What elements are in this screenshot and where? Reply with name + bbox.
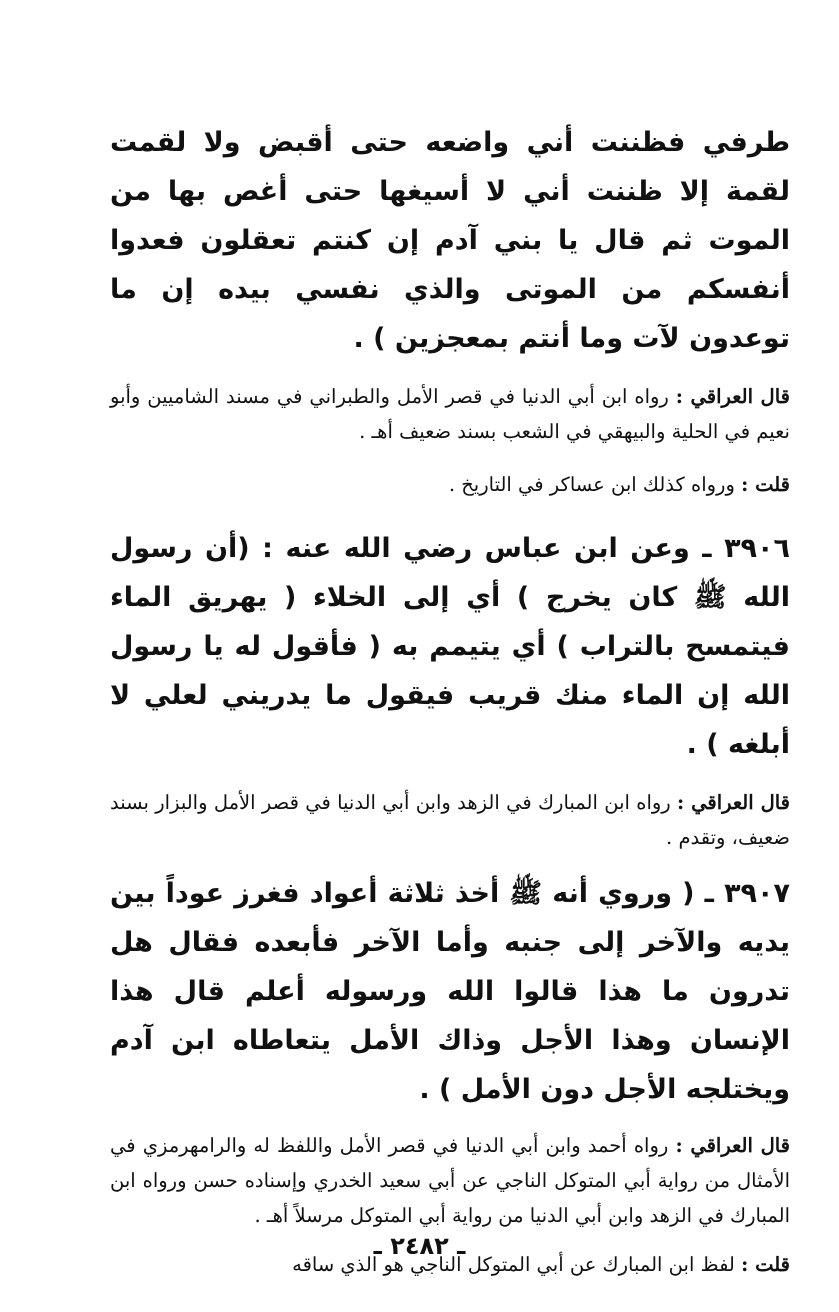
- paragraph-lead: قال العراقي :: [675, 1134, 791, 1157]
- commentary-iraqi-3: [110, 1128, 790, 1233]
- hadith-continuation: [110, 118, 790, 363]
- paragraph-text: رواه ابن أبي الدنيا في قصر الأمل والطبراني في مسند الشاميين وأبو نعيم في الحلية والبيهقي في الشعب بسند ضعيف أهـ .: [110, 385, 790, 443]
- paragraph-text: رواه ابن المبارك في الزهد وابن أبي الدنيا في قصر الأمل والبزار بسند ضعيف، وتقدم .: [110, 791, 790, 849]
- paragraph-text: ٣٩٠٦ ـ وعن ابن عباس رضي الله عنه : (أن رسول الله ﷺ كان يخرج ) أي إلى الخلاء ( يهريق الماء فيتمسح بالتراب ) أي يتيمم به ( فأقول له يا رسول الله إن الماء منك قريب فيقول ما يدريني لعلي لا أبلغه ) .: [110, 533, 790, 760]
- paragraph-text: ورواه كذلك ابن عساكر في التاريخ .: [448, 473, 742, 496]
- paragraph-lead: قال العراقي :: [675, 385, 790, 408]
- paragraph-text: طرفي فظننت أني واضعه حتى أقبض ولا لقمت لقمة إلا ظننت أني لا أسيغها حتى أغص بها من الموت ثم قال يا بني آدم إن كنتم تعقلون فعدوا أنفسكم من الموتى والذي نفسي بيده إن ما توعدون لآت وما أنتم بمعجزين ) .: [110, 127, 790, 354]
- commentary-qultu-1: [110, 467, 790, 502]
- hadith-3907: [110, 869, 790, 1114]
- hadith-3906: [110, 524, 790, 769]
- commentary-iraqi-1: [110, 379, 790, 449]
- paragraph-text: رواه أحمد وابن أبي الدنيا في قصر الأمل واللفظ له والرامهرمزي في الأمثال من رواية أبي المتوكل الناجي عن أبي سعيد الخدري وإسناده حسن ورواه ابن المبارك في الزهد وابن أبي الدنيا من رواية أبي المتوكل مرسلاً أهـ .: [110, 1134, 790, 1227]
- paragraph-text: ٣٩٠٧ ـ ( وروي أنه ﷺ أخذ ثلاثة أعواد فغرز عوداً بين يديه والآخر إلى جنبه وأما الآخر فأبعده فقال هل تدرون ما هذا قالوا الله ورسوله أعلم قال هذا الإنسان وهذا الأجل وذاك الأمل يتعاطاه ابن آدم ويختلجه الأجل دون الأمل ) .: [110, 878, 790, 1105]
- paragraph-lead: قال العراقي :: [677, 791, 790, 814]
- paragraph-text: لفظ ابن المبارك عن أبي المتوكل الناجي هو الذي ساقه: [292, 1253, 742, 1276]
- page-number: ـ ٢٤٨٢ ـ: [373, 1232, 466, 1260]
- paragraph-lead: قلت :: [741, 1253, 790, 1276]
- page-body: [110, 118, 790, 1288]
- paragraph-lead: قلت :: [741, 473, 790, 496]
- commentary-iraqi-2: [110, 785, 790, 855]
